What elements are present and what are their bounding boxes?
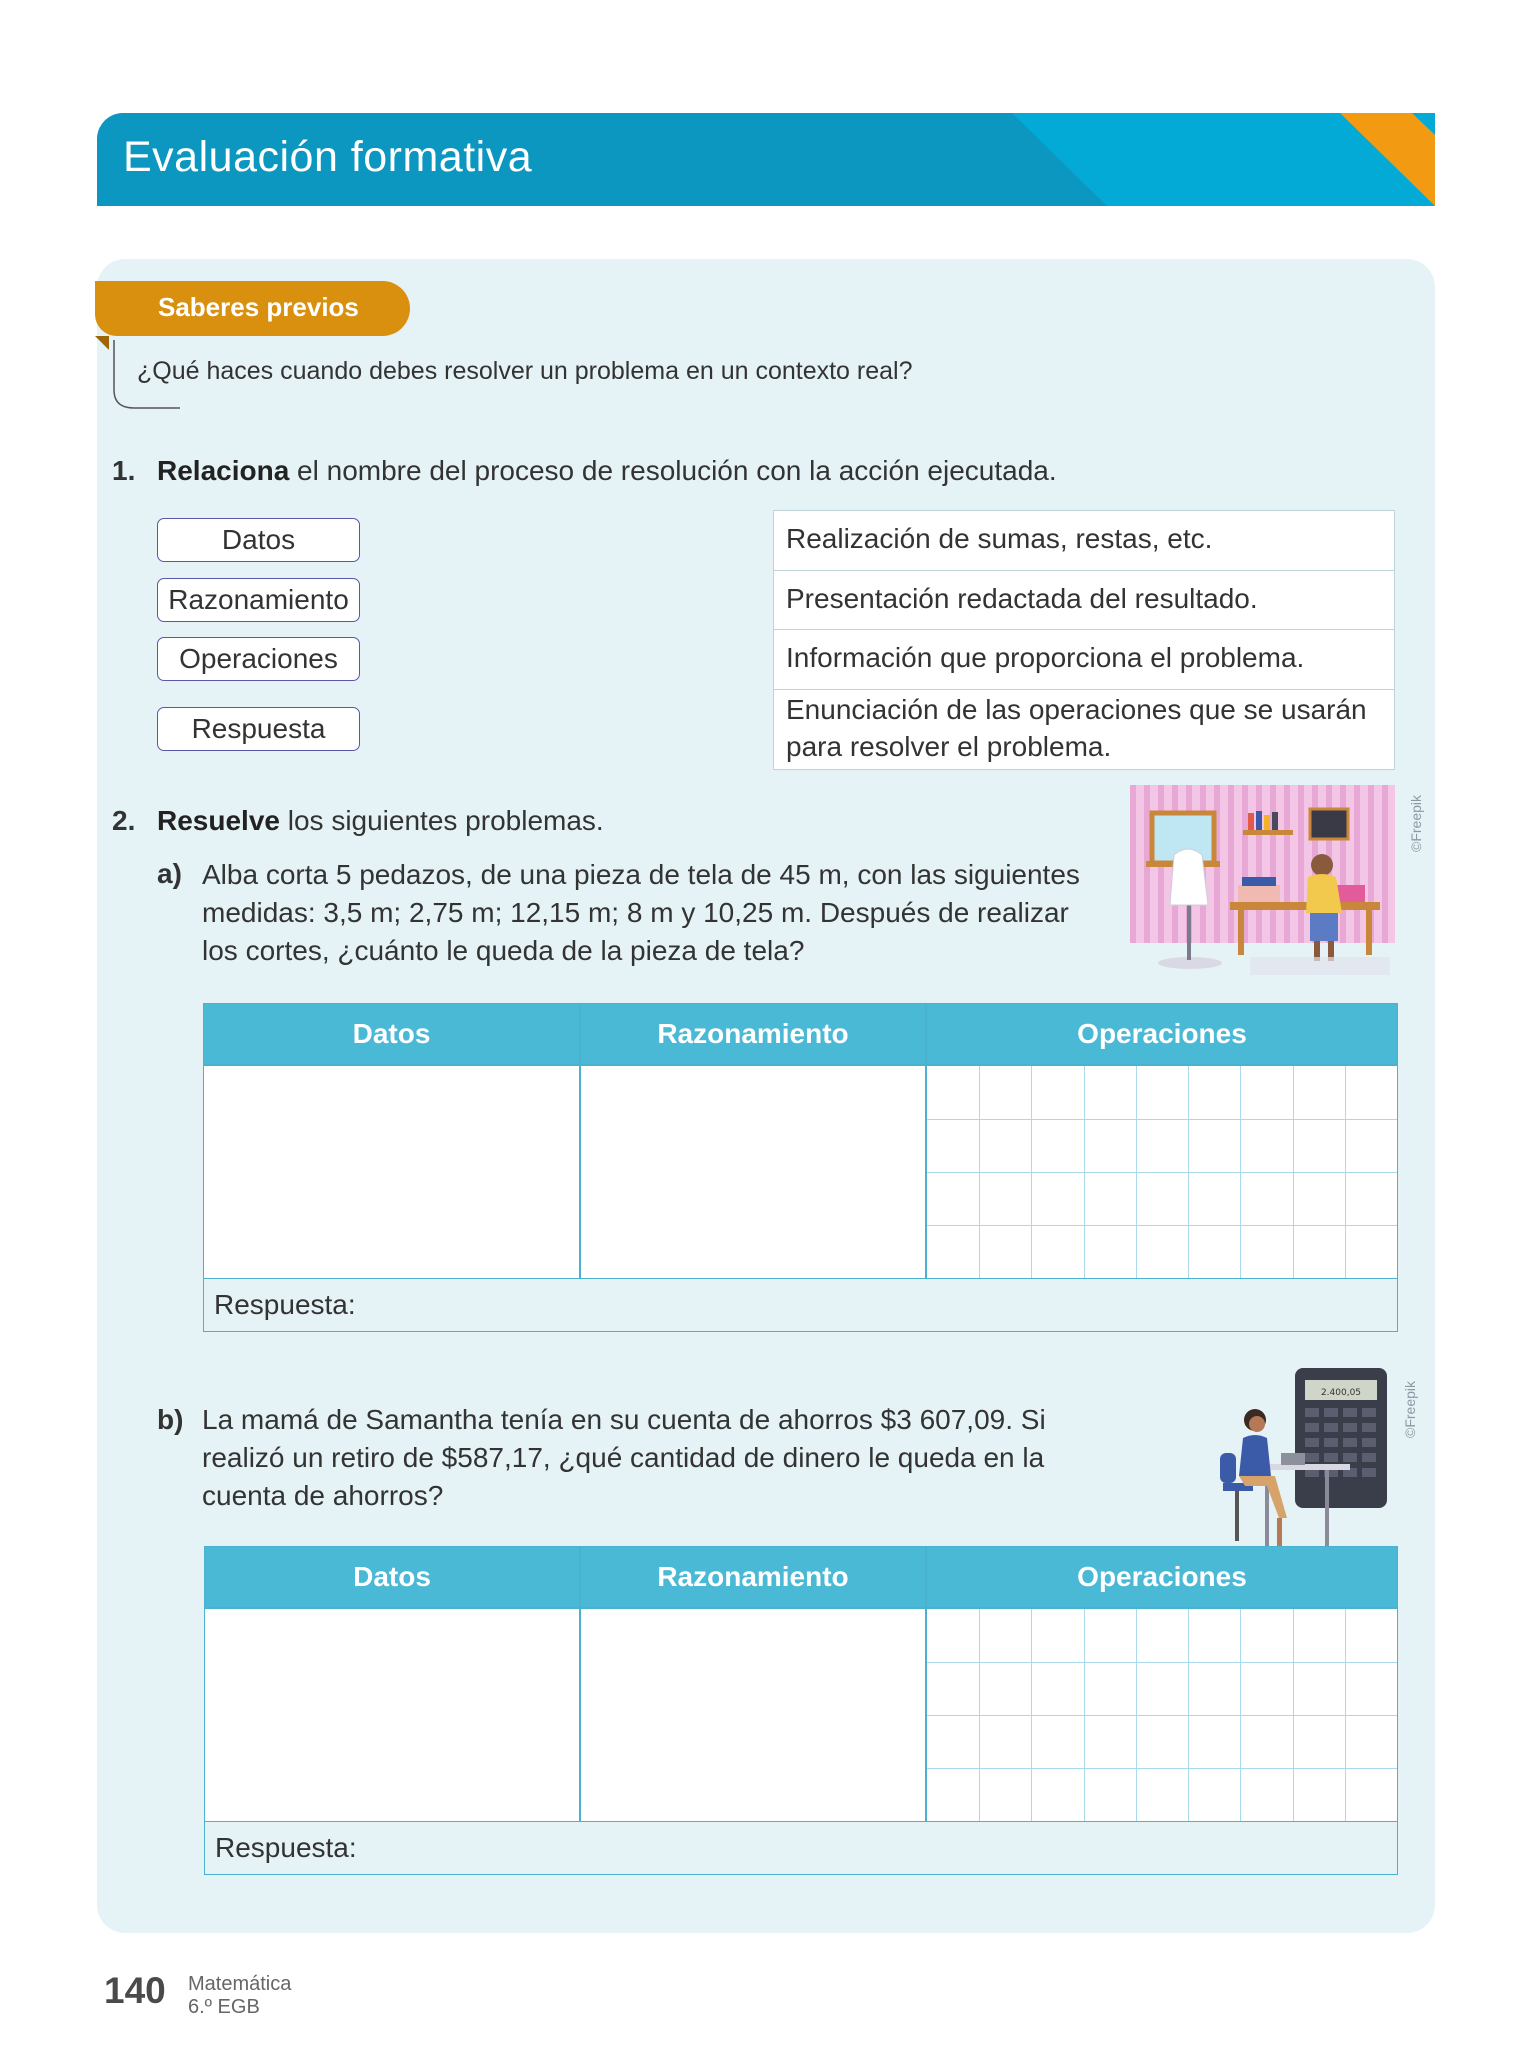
question-1-rest: el nombre del proceso de resolución con la acción ejecutada.	[289, 455, 1057, 486]
problem-a-line: Alba corta 5 pedazos, de una pieza de tela de 45 m, con las siguientes	[202, 859, 1080, 890]
header-datos: Datos	[352, 1018, 431, 1049]
dua-banner-shape	[1012, 113, 1435, 206]
match-action-row[interactable]	[774, 690, 1394, 768]
operations-grid[interactable]	[927, 1609, 1397, 1821]
problem-b-line: La mamá de Samantha tenía en su cuenta de ahorros $3 607,09. Si	[202, 1404, 1046, 1435]
answer-label: Respuesta:	[214, 1289, 356, 1320]
problem-a-line: medidas: 3,5 m; 2,75 m; 12,15 m; 8 m y 10,25 m. Después de realizar	[202, 897, 1069, 928]
saberes-previos-label: Saberes previos	[158, 292, 359, 322]
match-name-razonamiento[interactable]: Razonamiento	[157, 578, 360, 622]
grid-line	[927, 1172, 1397, 1173]
grid-line	[927, 1768, 1397, 1769]
image-credit: ©Freepik	[1408, 795, 1424, 852]
question-2-text	[157, 805, 604, 837]
header-banner	[97, 113, 1435, 206]
match-action-text: para resolver el problema.	[786, 731, 1112, 762]
answer-row[interactable]	[205, 1821, 1397, 1874]
header-razonamiento: Razonamiento	[657, 1018, 849, 1049]
grid-line	[927, 1662, 1397, 1663]
page-title: Evaluación formativa	[123, 133, 533, 181]
question-2-number: 2.	[112, 805, 136, 836]
header-operaciones: Operaciones	[1077, 1018, 1247, 1049]
match-action-text: Realización de sumas, restas, etc.	[786, 523, 1213, 554]
footer-grade: 6.º EGB	[188, 1996, 260, 2018]
match-name-datos[interactable]: Datos	[157, 518, 360, 562]
match-action-text: Presentación redactada del resultado.	[786, 583, 1258, 614]
match-action-row[interactable]	[774, 630, 1394, 690]
grid-line	[927, 1119, 1397, 1120]
question-1-number: 1.	[112, 455, 136, 486]
calculator-display: 2.400,05	[1320, 1388, 1362, 1398]
dua-title: DUA	[1204, 13, 1270, 46]
problem-a-line: los cortes, ¿cuánto le queda de la pieza de tela?	[202, 935, 805, 966]
match-name-respuesta[interactable]: Respuesta	[157, 707, 360, 751]
match-action-row[interactable]	[774, 511, 1394, 571]
sewing-woman-illustration	[1130, 785, 1398, 980]
question-1-verb: Relaciona	[157, 455, 290, 486]
work-table-a	[203, 1003, 1398, 1332]
grid-line	[927, 1225, 1397, 1226]
match-actions-table	[773, 510, 1395, 770]
dua-subtitle: Acción y expresión	[1117, 50, 1357, 80]
problem-b-line: realizó un retiro de $587,17, ¿qué cantidad de dinero le queda en la	[202, 1442, 1045, 1473]
footer-subject: Matemática	[188, 1973, 292, 1995]
saberes-tab-fold	[95, 336, 109, 350]
match-action-text: Información que proporciona el problema.	[786, 642, 1305, 673]
question-2-rest: los siguientes problemas.	[279, 805, 604, 836]
problem-a-letter: a)	[157, 858, 182, 889]
match-name-operaciones[interactable]: Operaciones	[157, 637, 360, 681]
header-datos: Datos	[353, 1561, 431, 1592]
operations-grid[interactable]	[927, 1066, 1397, 1278]
question-1-text	[157, 455, 1057, 487]
grid-line	[927, 1715, 1397, 1716]
calculator-woman-illustration	[1195, 1368, 1395, 1568]
answer-row[interactable]	[204, 1278, 1397, 1331]
page-number: 140	[104, 1970, 166, 2011]
header-razonamiento: Razonamiento	[657, 1561, 849, 1592]
answer-label: Respuesta:	[215, 1832, 357, 1863]
match-action-row[interactable]	[774, 571, 1394, 630]
question-2-verb: Resuelve	[157, 805, 280, 836]
saberes-question: ¿Qué haces cuando debes resolver un problema en un contexto real?	[137, 357, 913, 385]
image-credit: ©Freepik	[1402, 1381, 1418, 1438]
header-operaciones: Operaciones	[1077, 1561, 1247, 1592]
problem-b-letter: b)	[157, 1404, 184, 1435]
work-table-b	[204, 1546, 1398, 1875]
match-action-text: Enunciación de las operaciones que se usarán	[786, 694, 1367, 725]
problem-b-line: cuenta de ahorros?	[202, 1480, 444, 1511]
